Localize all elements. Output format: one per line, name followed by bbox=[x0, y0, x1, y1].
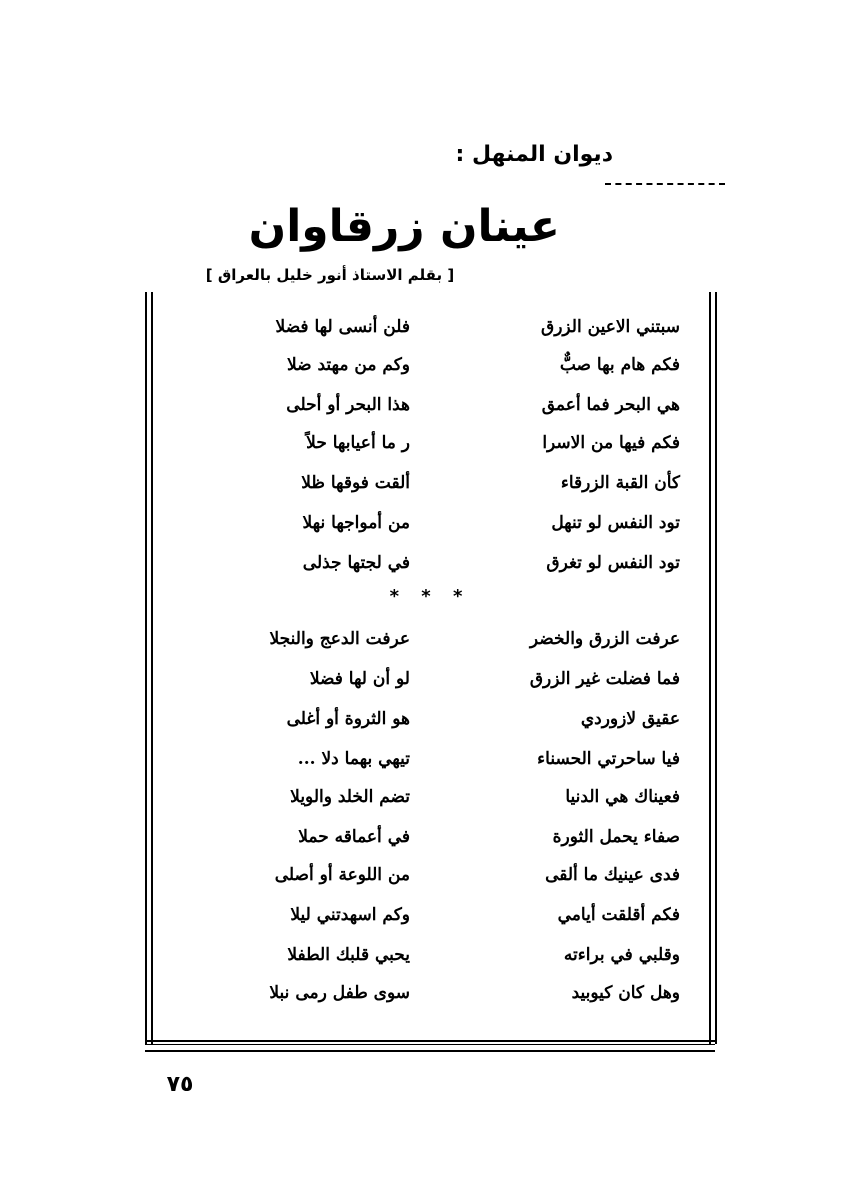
verse-first-hemistich: عرفت الزرق والخضر bbox=[529, 629, 680, 649]
verse-line bbox=[180, 936, 680, 974]
section-label: ديوان المنهل : bbox=[455, 142, 613, 167]
verse-second-hemistich: لو أن لها فضلا bbox=[309, 669, 410, 689]
verse-second-hemistich: وكم من مهتد ضلا bbox=[287, 355, 410, 375]
verse-line bbox=[180, 660, 680, 698]
verse-first-hemistich: وهل كان كيوبيد bbox=[571, 983, 680, 1003]
verse-first-hemistich: فدى عينيك ما ألقى bbox=[545, 865, 680, 885]
verse-first-hemistich: هي البحر فما أعمق bbox=[541, 395, 680, 415]
verse-first-hemistich: صفاء يحمل الثورة bbox=[552, 827, 680, 847]
verse-first-hemistich: وقلبي في براءته bbox=[563, 945, 680, 965]
verse-line bbox=[180, 424, 680, 462]
verse-first-hemistich: سبتني الاعين الزرق bbox=[541, 317, 680, 337]
verse-first-hemistich: عقيق لازوردي bbox=[580, 709, 680, 729]
verse-line bbox=[180, 974, 680, 1012]
verse-second-hemistich: في لجتها جذلى bbox=[302, 553, 410, 573]
verse-second-hemistich: من أمواجها نهلا bbox=[302, 513, 410, 533]
frame-right-border bbox=[709, 292, 717, 1044]
verse-line bbox=[180, 700, 680, 738]
verse-line bbox=[180, 740, 680, 778]
verse-line bbox=[180, 818, 680, 856]
verse-second-hemistich: تيهي بهما دلا ... bbox=[297, 749, 410, 769]
verse-line bbox=[180, 464, 680, 502]
verse-first-hemistich: تود النفس لو تنهل bbox=[551, 513, 680, 533]
verse-first-hemistich: فكم أقلقت أيامي bbox=[557, 905, 680, 925]
verse-line bbox=[180, 308, 680, 346]
verse-first-hemistich: فكم فيها من الاسرا bbox=[542, 433, 680, 453]
verse-second-hemistich: فلن أنسى لها فضلا bbox=[275, 317, 410, 337]
verse-line bbox=[180, 386, 680, 424]
verse-second-hemistich: هو الثروة أو أغلى bbox=[286, 709, 410, 729]
section-label-underline bbox=[605, 183, 725, 185]
verse-line bbox=[180, 346, 680, 384]
verse-second-hemistich: وكم اسهدتني ليلا bbox=[290, 905, 410, 925]
verse-line bbox=[180, 620, 680, 658]
verse-line bbox=[180, 544, 680, 582]
frame-left-border bbox=[145, 292, 153, 1044]
verse-first-hemistich: فيا ساحرتي الحسناء bbox=[537, 749, 680, 769]
verse-second-hemistich: تضم الخلد والويلا bbox=[290, 787, 410, 807]
page-number: ٧٥ bbox=[166, 1072, 194, 1097]
verse-line bbox=[180, 856, 680, 894]
poem-byline: [ بقلم الاستاذ أنور خليل بالعراق ] bbox=[205, 266, 455, 284]
frame-bottom-border bbox=[145, 1040, 715, 1052]
verse-line bbox=[180, 778, 680, 816]
poem-title: عينان زرقاوان bbox=[248, 201, 560, 252]
verse-second-hemistich: عرفت الدعج والنجلا bbox=[269, 629, 410, 649]
verse-second-hemistich: هذا البحر أو أحلى bbox=[286, 395, 410, 415]
verse-second-hemistich: يحبي قلبك الطفلا bbox=[287, 945, 410, 965]
verse-second-hemistich: في أعماقه حملا bbox=[298, 827, 410, 847]
verse-second-hemistich: من اللوعة أو أصلى bbox=[274, 865, 410, 885]
verse-first-hemistich: فما فضلت غير الزرق bbox=[529, 669, 680, 689]
verse-second-hemistich: سوى طفل رمى نبلا bbox=[269, 983, 410, 1003]
verse-first-hemistich: كأن القبة الزرقاء bbox=[560, 473, 680, 493]
verse-second-hemistich: ر ما أعيابها حلاً bbox=[306, 433, 410, 453]
verse-line bbox=[180, 504, 680, 542]
verse-first-hemistich: فعيناك هي الدنيا bbox=[565, 787, 680, 807]
verse-first-hemistich: فكم هام بها صبٌّ bbox=[559, 355, 680, 375]
verse-second-hemistich: ألقت فوقها ظلا bbox=[301, 473, 410, 493]
verse-line bbox=[180, 896, 680, 934]
stanza-separator: * * * bbox=[389, 586, 471, 607]
verse-first-hemistich: تود النفس لو تغرق bbox=[546, 553, 680, 573]
